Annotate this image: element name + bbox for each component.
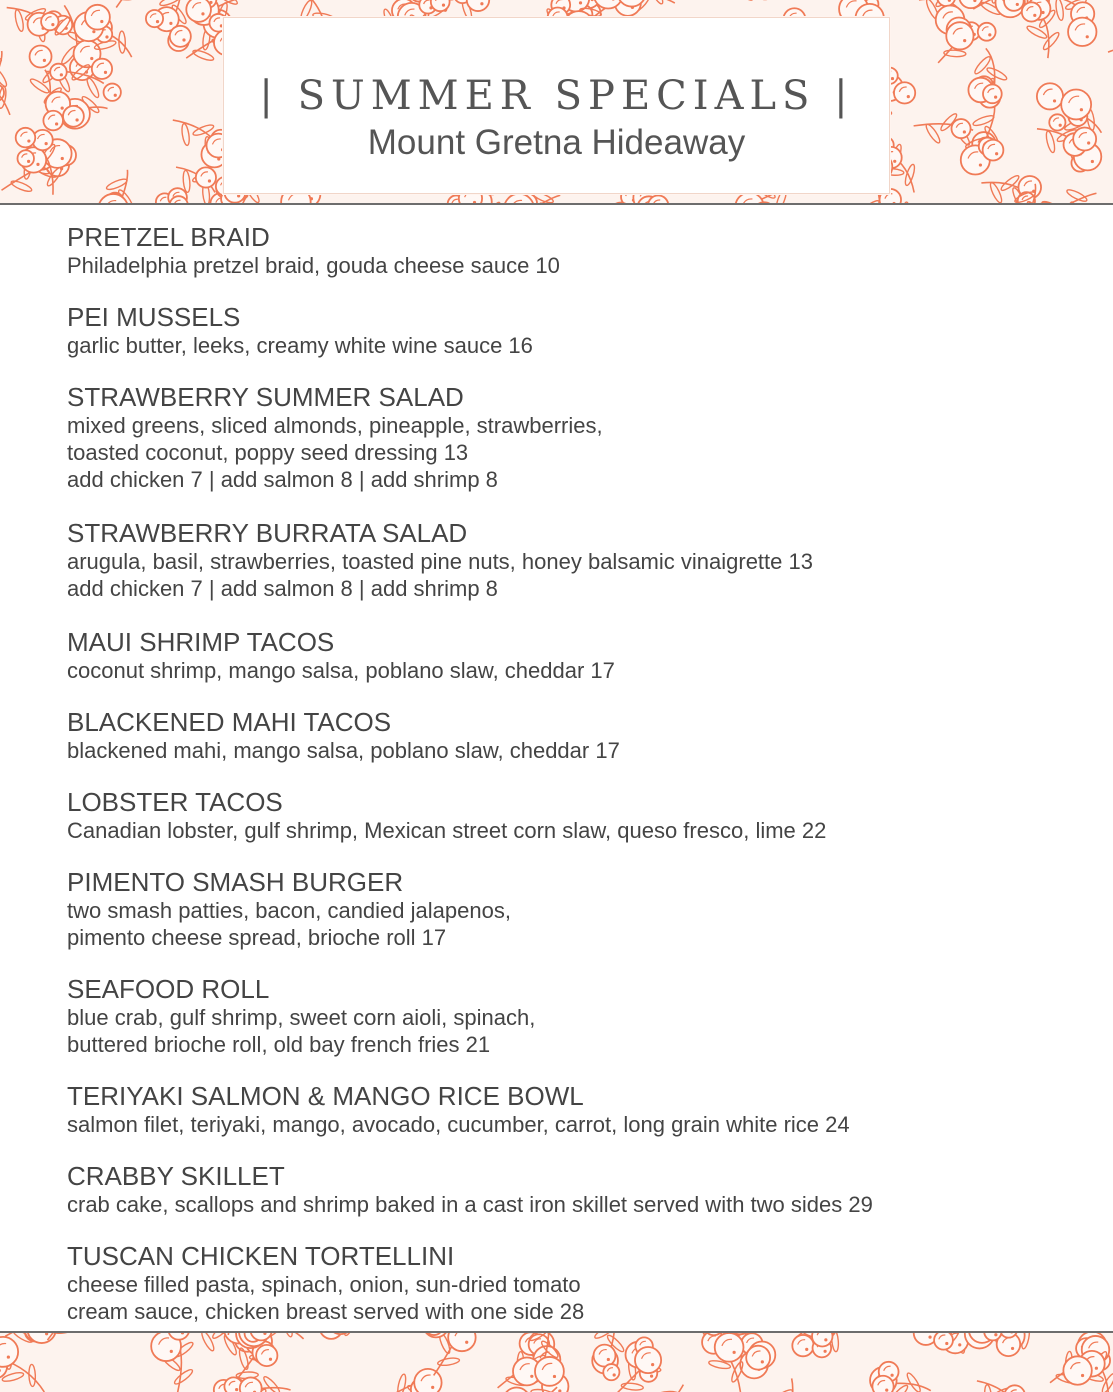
item-description: arugula, basil, strawberries, toasted pine nuts, honey balsamic vinaigrette 13 (67, 549, 813, 574)
item-name: PRETZEL BRAID (67, 222, 270, 252)
berry-sprig-icon (1048, 0, 1096, 46)
item-description: toasted coconut, poppy seed dressing 13 (67, 440, 469, 465)
item-name: PIMENTO SMASH BURGER (67, 867, 404, 897)
berry-sprig-icon (1037, 83, 1102, 132)
menu-item (67, 707, 620, 764)
item-name: TUSCAN CHICKEN TORTELLINI (67, 1241, 455, 1271)
item-description: pimento cheese spread, brioche roll 17 (67, 925, 447, 950)
berry-sprig-icon (1022, 0, 1061, 58)
menu-item (67, 222, 560, 279)
item-description: Philadelphia pretzel braid, gouda cheese sauce 10 (67, 253, 560, 278)
item-description: blackened mahi, mango salsa, poblano slaw, cheddar 17 (67, 738, 620, 763)
item-addons: add chicken 7 | add salmon 8 | add shrimp 8 (67, 576, 498, 601)
berry-sprig-icon (792, 1333, 851, 1357)
item-name: TERIYAKI SALMON & MANGO RICE BOWL (67, 1081, 584, 1111)
item-description: blue crab, gulf shrimp, sweet corn aioli, spinach, (67, 1005, 536, 1030)
berry-sprig-icon (870, 1362, 931, 1392)
item-addons: add chicken 7 | add salmon 8 | add shrimp 8 (67, 467, 498, 492)
berry-sprig-icon (725, 0, 793, 2)
berry-sprig-icon (434, 1333, 476, 1375)
berry-sprig-icon (1108, 22, 1113, 64)
berry-sprig-icon (1063, 1350, 1113, 1392)
menu-item (67, 974, 535, 1058)
berry-sprig-icon (984, 1333, 1051, 1356)
top-divider (0, 203, 1113, 205)
item-description: mixed greens, sliced almonds, pineapple, strawberries, (67, 413, 603, 438)
item-description: Canadian lobster, gulf shrimp, Mexican street corn slaw, queso fresco, lime 22 (67, 818, 827, 843)
menu-item (67, 1161, 873, 1218)
menu-item (67, 302, 533, 359)
item-name: STRAWBERRY BURRATA SALAD (67, 518, 468, 548)
berry-sprig-icon (320, 1333, 374, 1339)
item-name: CRABBY SKILLET (67, 1161, 285, 1191)
berry-sprig-icon (89, 170, 135, 203)
menu-item (67, 518, 813, 602)
berry-sprig-icon (0, 1337, 44, 1392)
menu-item (67, 627, 615, 684)
menu-item (67, 867, 511, 951)
item-name: STRAWBERRY SUMMER SALAD (67, 382, 464, 412)
item-description: two smash patties, bacon, candied jalapenos, (67, 898, 511, 923)
item-name: LOBSTER TACOS (67, 787, 283, 817)
berry-pattern-bottom-svg (0, 1333, 1113, 1392)
berry-sprig-icon (594, 0, 675, 16)
item-description: buttered brioche roll, old bay french fries 21 (67, 1032, 491, 1057)
item-name: PEI MUSSELS (67, 302, 241, 332)
item-name: MAUI SHRIMP TACOS (67, 627, 335, 657)
menu-item (67, 382, 603, 493)
berry-sprig-icon (977, 1381, 1032, 1392)
menu-title: | SUMMER SPECIALS | (259, 73, 854, 119)
restaurant-name: Mount Gretna Hideaway (367, 123, 746, 162)
item-description: cream sauce, chicken breast served with one side 28 (67, 1299, 585, 1324)
berry-sprig-icon (146, 0, 191, 51)
menu-item (67, 1241, 584, 1325)
menu-item (67, 787, 826, 844)
item-description: cheese filled pasta, spinach, onion, sun-dried tomato (67, 1272, 581, 1297)
item-description: garlic butter, leeks, creamy white wine sauce 16 (67, 333, 533, 358)
berry-sprig-icon (981, 174, 1041, 203)
berry-sprig-icon (973, 0, 1025, 17)
berry-sprig-icon (214, 1375, 291, 1392)
item-name: SEAFOOD ROLL (67, 974, 270, 1004)
berry-sprig-icon (151, 1333, 194, 1392)
berry-sprig-icon (968, 48, 1008, 107)
item-description: coconut shrimp, mango salsa, poblano slaw, cheddar 17 (67, 658, 615, 683)
berry-sprig-icon (702, 1333, 745, 1392)
berry-sprig-icon (116, 0, 159, 8)
berry-sprig-icon (7, 7, 73, 43)
item-description: salmon filet, teriyaki, mango, avocado, cucumber, carrot, long grain white rice 24 (67, 1112, 850, 1137)
berry-sprig-icon (763, 1378, 809, 1392)
title-card (223, 17, 890, 194)
berry-sprig-icon (632, 1385, 684, 1392)
berry-sprig-icon (591, 1333, 626, 1380)
menu-item (67, 1081, 850, 1138)
berry-sprig-icon (961, 106, 1004, 174)
bottom-berry-pattern (0, 1333, 1113, 1392)
item-description: crab cake, scallops and shrimp baked in a cast iron skillet served with two sides 29 (67, 1192, 873, 1217)
berry-sprig-icon (1037, 127, 1101, 171)
berry-sprig-icon (379, 1369, 442, 1392)
item-name: BLACKENED MAHI TACOS (67, 707, 392, 737)
